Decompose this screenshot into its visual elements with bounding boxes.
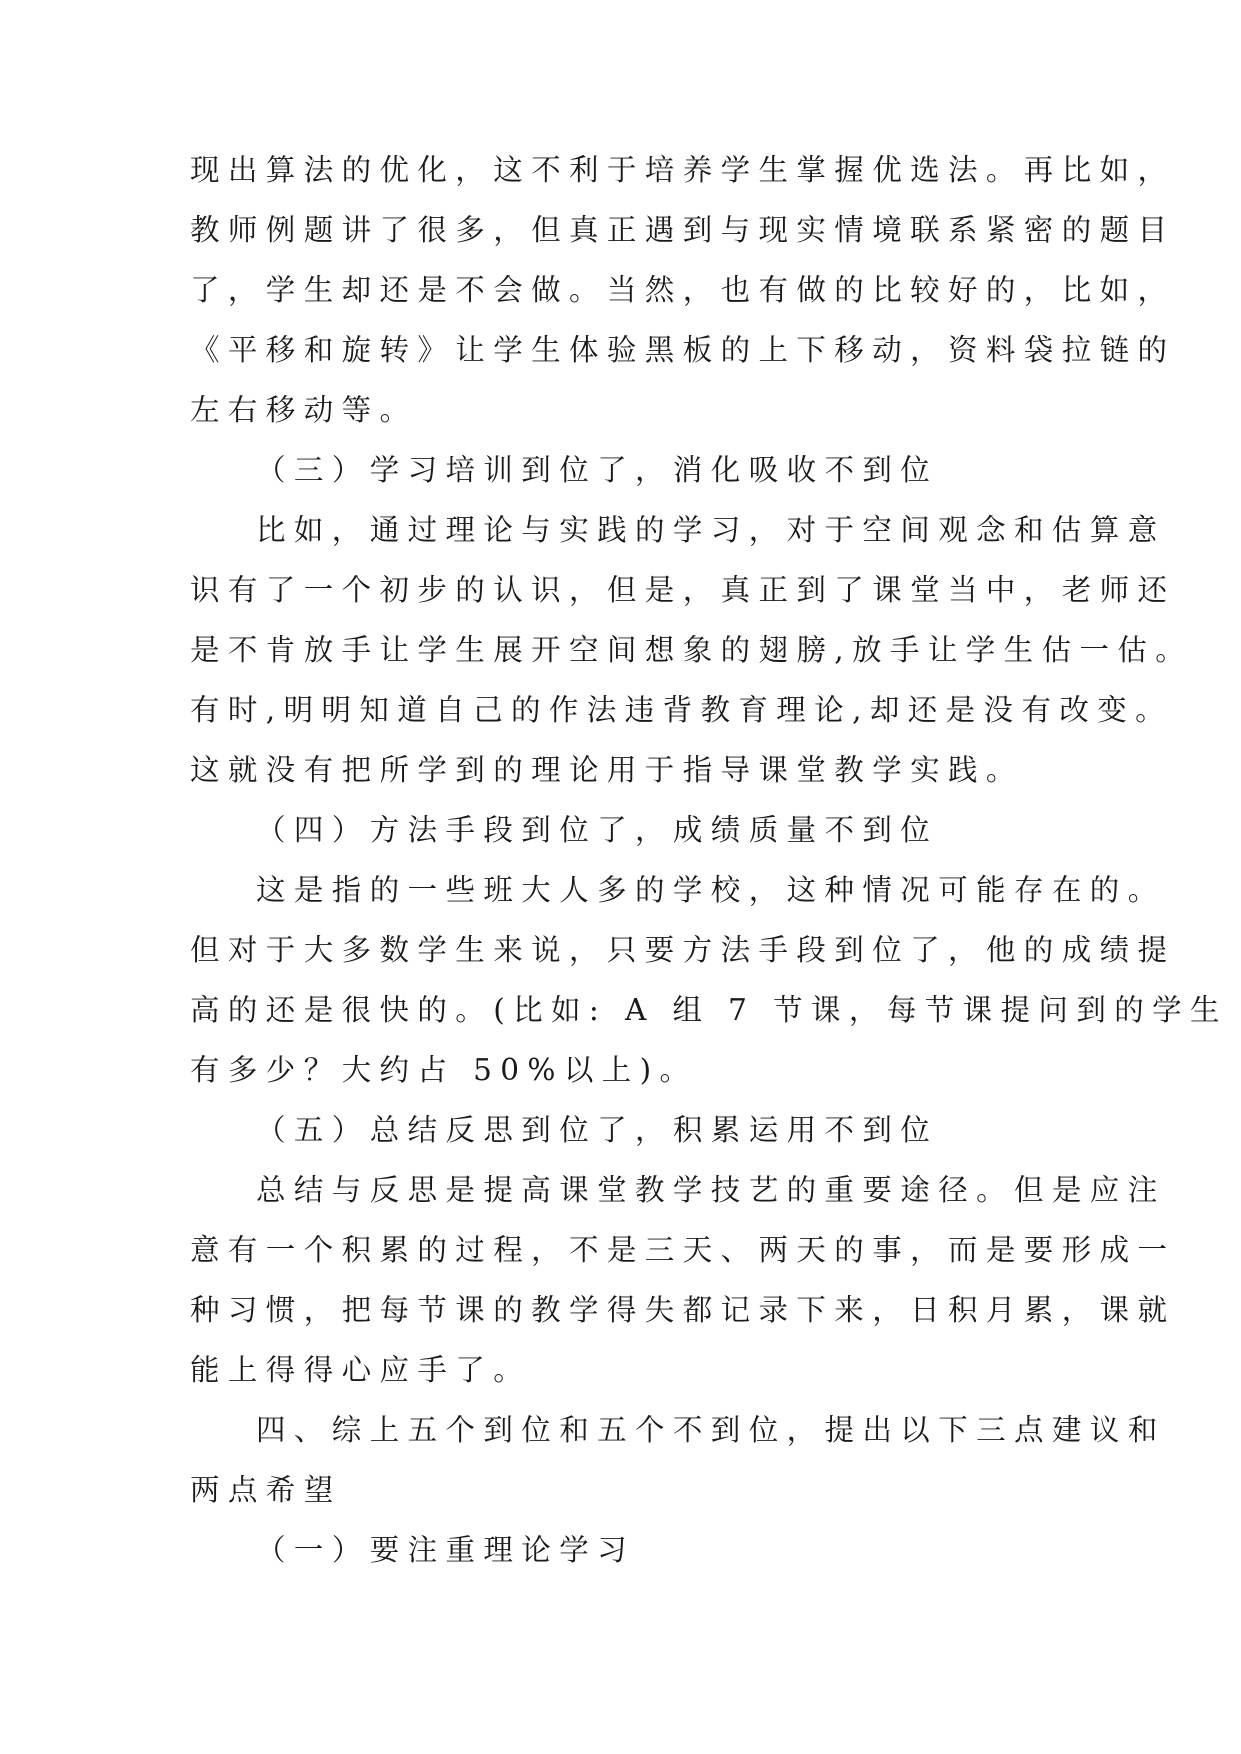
paragraph-line: 这是指的一些班大人多的学校，这种情况可能存在的。 [256,873,1166,907]
paragraph-line: 种习惯，把每节课的教学得失都记录下来，日积月累，课就 [190,1293,1176,1327]
paragraph-line: 有时,明明知道自己的作法违背教育理论,却还是没有改变。 [190,693,1174,727]
paragraph-line: 但对于大多数学生来说，只要方法手段到位了，他的成绩提 [190,933,1176,967]
paragraph-line: 比如，通过理论与实践的学习，对于空间观念和估算意 [256,513,1166,547]
paragraph-line: 总结与反思是提高课堂教学技艺的重要途径。但是应注 [256,1173,1166,1207]
paragraph-line: 教师例题讲了很多，但真正遇到与现实情境联系紧密的题目 [190,213,1176,247]
paragraph-line: 有多少？大约占 50%以上)。 [190,1053,698,1087]
paragraph-line: 《平移和旋转》让学生体验黑板的上下移动，资料袋拉链的 [190,333,1176,367]
paragraph-line: 现出算法的优化，这不利于培养学生掌握优选法。再比如， [190,153,1176,187]
paragraph-line: 是不肯放手让学生展开空间想象的翅膀,放手让学生估一估。 [190,633,1194,667]
paragraph-line: 左右移动等。 [190,393,418,427]
section-heading: （三）学习培训到位了，消化吸收不到位 [256,453,939,487]
section-heading: （五）总结反思到位了，积累运用不到位 [256,1113,939,1147]
section-heading: 四、综上五个到位和五个不到位，提出以下三点建议和 [256,1413,1166,1447]
paragraph-line: 识有了一个初步的认识，但是，真正到了课堂当中，老师还 [190,573,1176,607]
paragraph-line: 这就没有把所学到的理论用于指导课堂教学实践。 [190,753,1024,787]
section-heading: （一）要注重理论学习 [256,1533,636,1567]
paragraph-line: 意有一个积累的过程，不是三天、两天的事，而是要形成一 [190,1233,1176,1267]
paragraph-line: 两点希望 [190,1473,342,1507]
section-heading: （四）方法手段到位了，成绩质量不到位 [256,813,939,847]
paragraph-line: 了，学生却还是不会做。当然，也有做的比较好的，比如， [190,273,1176,307]
paragraph-line: 高的还是很快的。(比如: A 组 7 节课，每节课提问到的学生 [190,993,1228,1027]
paragraph-line: 能上得得心应手了。 [190,1353,532,1387]
